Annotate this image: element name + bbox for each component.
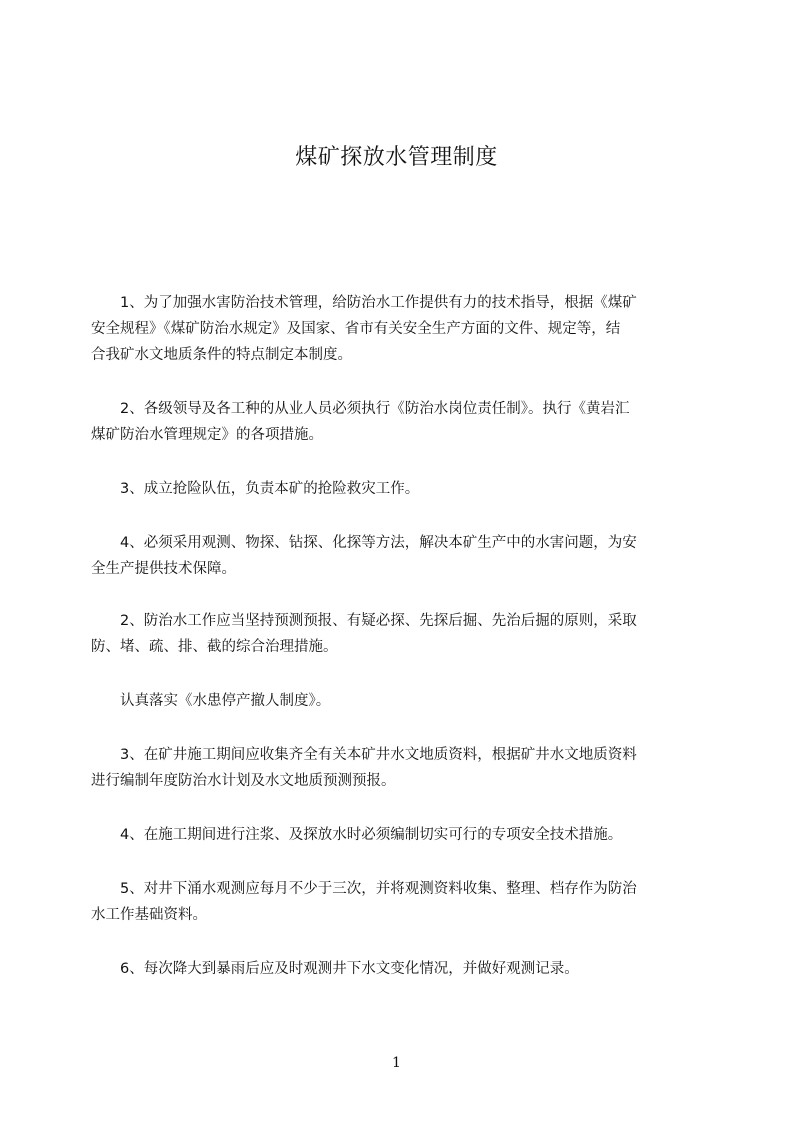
paragraph-line: 4、在施工期间进行注浆、及探放水时必须编制切实可行的专项安全技术措施。 xyxy=(91,827,623,843)
paragraph-line: 3、成立抢险队伍，负责本矿的抢险救灾工作。 xyxy=(91,481,420,497)
paragraph-line: 3、在矿井施工期间应收集齐全有关本矿井水文地质资料，根据矿井水文地质资料 xyxy=(91,747,637,763)
paragraph-2 xyxy=(91,396,715,448)
paragraph-line: 进行编制年度防治水计划及水文地质预测预报。 xyxy=(91,773,396,789)
paragraph-line: 安全规程》《煤矿防治水规定》及国家、省市有关安全生产方面的文件、规定等，结 xyxy=(91,321,621,337)
paragraph-4 xyxy=(91,530,715,582)
paragraph-line: 4、必须采用观测、物探、钻探、化探等方法，解决本矿生产中的水害问题，为安 xyxy=(91,535,637,551)
paragraph-line: 2、防治水工作应当坚持预测预报、有疑必探、先探后掘、先治后掘的原则，采取 xyxy=(91,613,637,629)
paragraph-line: 6、每次降大到暴雨后应及时观测井下水文变化情况，并做好观测记录。 xyxy=(91,961,579,977)
paragraph-line: 水工作基础资料。 xyxy=(91,907,207,923)
paragraph-line: 2、各级领导及各工种的从业人员必须执行《防治水岗位责任制》。执行《黄岩汇 xyxy=(91,401,630,417)
paragraph-line: 煤矿防治水管理规定》的各项措施。 xyxy=(91,427,323,443)
paragraph-6 xyxy=(91,688,715,714)
paragraph-line: 全生产提供技术保障。 xyxy=(91,561,236,577)
paragraph-5 xyxy=(91,608,715,660)
paragraph-8 xyxy=(91,822,715,848)
paragraph-9 xyxy=(91,876,715,928)
paragraph-1 xyxy=(91,290,715,368)
paragraph-10 xyxy=(91,956,715,982)
paragraph-line: 5、对井下涌水观测应每月不少于三次，并将观测资料收集、整理、档存作为防治 xyxy=(91,881,637,897)
paragraph-line: 防、堵、疏、排、截的综合治理措施。 xyxy=(91,639,338,655)
paragraph-line: 合我矿水文地质条件的特点制定本制度。 xyxy=(91,347,352,363)
paragraph-3 xyxy=(91,476,715,502)
page-number: 1 xyxy=(392,1055,401,1071)
paragraph-line: 1、为了加强水害防治技术管理，给防治水工作提供有力的技术指导，根据《煤矿 xyxy=(91,295,637,311)
paragraph-line: 认真落实《水患停产撤人制度》。 xyxy=(91,693,331,709)
paragraph-7 xyxy=(91,742,715,794)
page-title: 煤矿探放水管理制度 xyxy=(295,145,498,170)
